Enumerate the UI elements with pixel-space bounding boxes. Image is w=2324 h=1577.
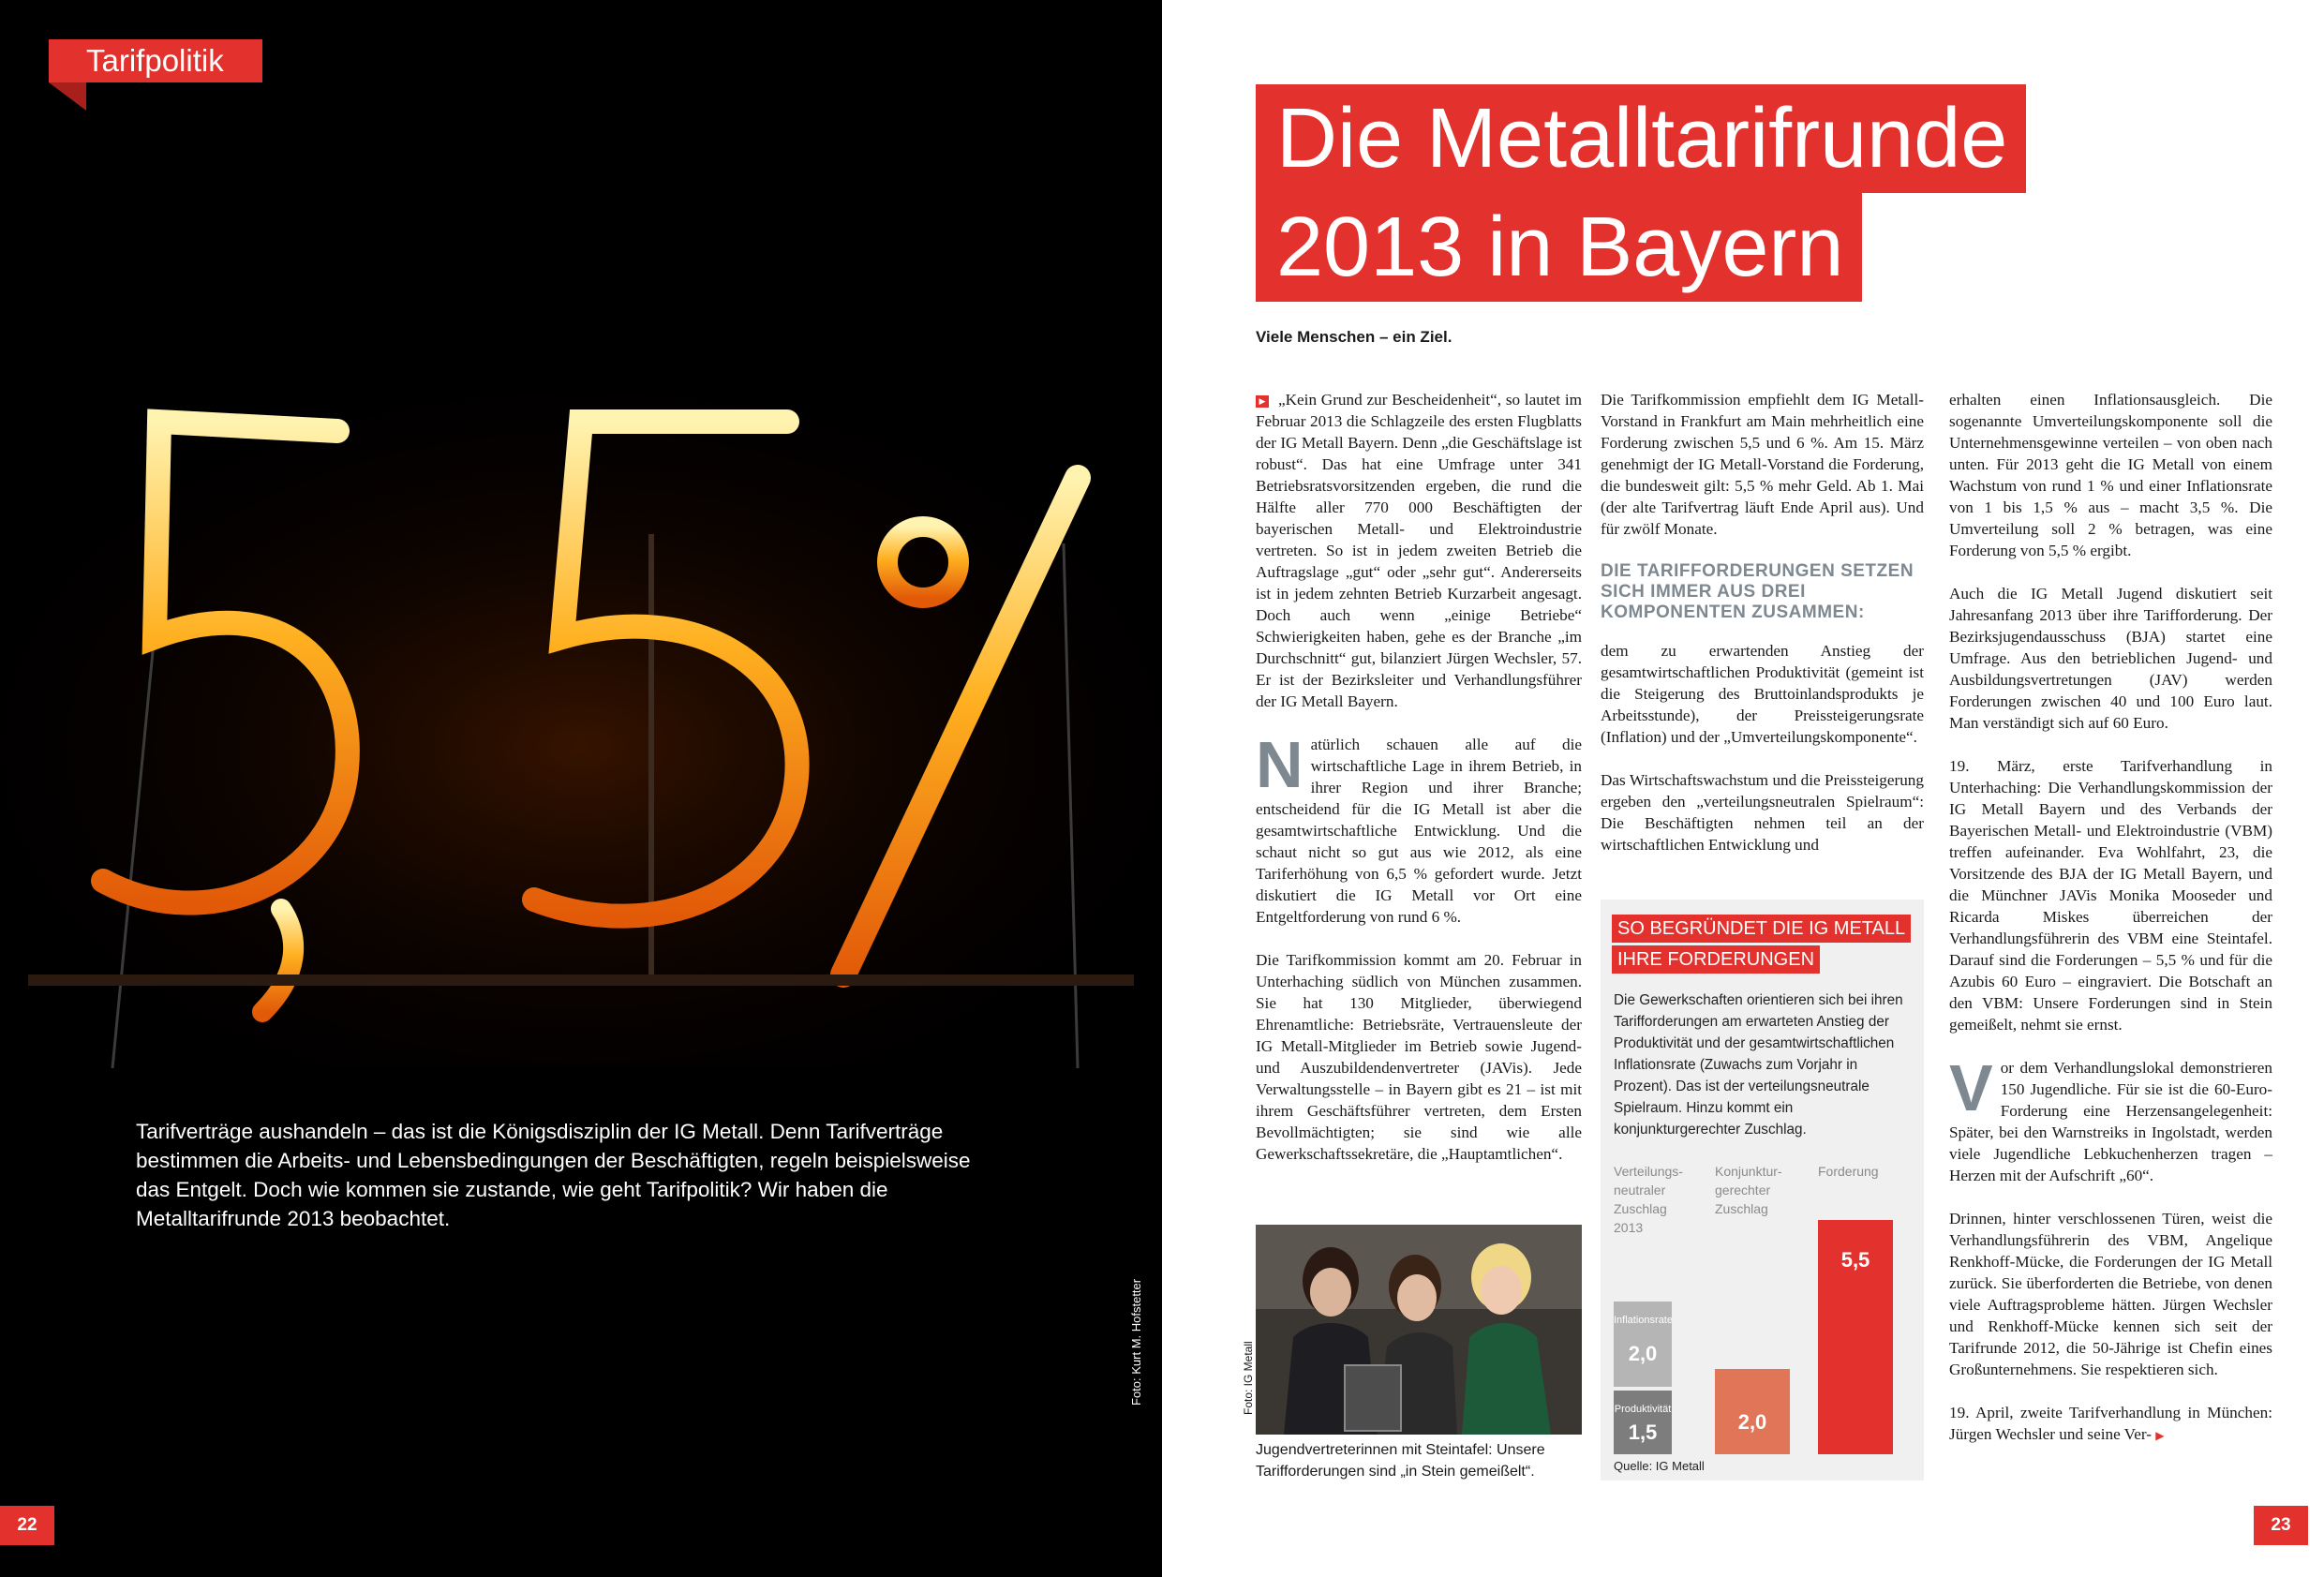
chart-segment-name: Inflationsrate [1614, 1314, 1673, 1326]
play-icon: ▶ [1256, 395, 1269, 408]
paragraph: Vor dem Verhandlungslokal demonstrieren 150 Jugendliche. Für sie ist die 60-Euro-Forderung eine Herzensangelegenheit: Später, bei den Warnstreiks in Ingolstadt, werden viele Jugendliche Lebkuchenherzen tragen – Herzen mit der Aufschrift „60“. [1949, 1051, 2272, 1184]
chart-category-label: Konjunktur- gerechter Zuschlag [1715, 1164, 1782, 1216]
subheading: DIE TARIFFORDERUNGEN SETZEN SICH IMMER AUS DREI KOMPONENTEN ZUSAMMEN: [1601, 561, 1914, 622]
chart-source: Quelle: IG Metall [1614, 1459, 1705, 1473]
chart-value-label: 2,0 [1628, 1342, 1658, 1366]
paragraph: Die Tarifkommission empfiehlt dem IG Metall-Vorstand in Frankfurt am Main mehrheitlich eine Forderung zwischen 5,5 und 6 %. Am 15. März genehmigt der IG Metall-Vorstand die Forderung, die bundesweit gilt: 5,5 % mehr Geld. Ab 1. Mai (der alte Tarifvertrag läuft Ende April aus). Und für zwölf Monate. [1601, 391, 1924, 538]
continue-arrow-icon: ▶ [2155, 1429, 2165, 1442]
chart-category-label: Verteilungs- neutraler Zuschlag 2013 [1614, 1164, 1683, 1235]
page-number-left: 22 [0, 1506, 54, 1545]
paragraph: erhalten einen Inflationsausgleich. Die sogenannte Umverteilungskomponente soll die Unternehmensgewinne verteilen – von oben nach unten. Für 2013 geht die IG Metall von einem Wachstum von rund 1 % und einer Inflationsrate von 1 bis 1,5 % aus – macht 3,5 %. Die Umverteilung soll 2 % betragen, was eine Forderung von 5,5 % ergibt. [1949, 391, 2272, 559]
paragraph: dem zu erwartenden Anstieg der gesamtwirtschaftlichen Produktivität (gemeint ist die Steigerung des Bruttoinlandsprodukts je Arbeitsstunde), der Preissteigerungsrate (Inflation) und der „Umverteilungskomponente“. [1601, 642, 1924, 746]
article-column-1 [1256, 389, 1582, 1186]
youth-reps-photo [1256, 1225, 1582, 1435]
section-tag-fold [49, 82, 86, 111]
paragraph: 19. April, zweite Tarifverhandlung in München: Jürgen Wechsler und seine Ver- ▶ [1949, 1404, 2272, 1443]
paragraph: Natürlich schauen alle auf die wirtschaftliche Lage in ihrem Betrieb, in ihrer Region und ihrer Branche; entscheidend für die IG Metall ist aber die gesamtwirtschaftliche Entwicklung. Und die schaut nicht so gut aus wie 2012, als eine Tariferhöhung von 6,5 % gefordert wurde. Jetzt diskutiert die IG Metall vor Ort eine Entgeltforderung von rund 6 %. [1256, 728, 1582, 926]
paragraph: ▶ „Kein Grund zur Bescheidenheit“, so lautet im Februar 2013 die Schlagzeile des ersten Flugblatts der IG Metall Bayern. Denn „die Geschäftslage ist robust“. Das hat eine Umfrage unter 341 Betriebsratsvorsitzenden ergeben, die rund die Hälfte aller 770 000 Beschäftigten der bayerischen Metall- und Elektroindustrie vertreten. So ist in jedem zweiten Betrieb die Auftragslage „gut“ oder „sehr gut“. Andererseits ist in jedem zehnten Betrieb Kurzarbeit angesagt. Doch auch wenn „einige Betriebe“ Schwierigkeiten haben, gehe es der Branche „im Durchschnitt“ gut, bilanziert Jürgen Wechsler, 57. Er ist der Bezirksleiter und Verhandlungsführer der IG Metall Bayern. [1256, 391, 1582, 710]
intro-caption: Tarifverträge aushandeln – das ist die Königsdisziplin der IG Metall. Denn Tarifverträge bestimmen die Arbeits- und Lebensbedingungen der Beschäftigten, regeln beispielsweise das Entgelt. Doch wie kommen sie zustande, wie geht Tarifpolitik? Wir haben die Metalltarifrunde 2013 beobachtet. [136, 1120, 971, 1230]
chart-value-label: 5,5 [1840, 1248, 1870, 1272]
info-box-text: Die Gewerkschaften orientieren sich bei ihren Tarifforderungen am erwarteten Anstieg der Produktivität und der gesamtwirtschaftlichen Inflationsrate (Zuwachs zum Vorjahr in Prozent). Das ist der verteilungsneutrale Spielraum. Hinzu kommt ein konjunkturgerechter Zuschlag. [1614, 992, 1903, 1138]
paragraph: 19. März, erste Tarifverhandlung in Unterhaching: Die Verhandlungskommission der IG Metall Bayern und des Verbands der Bayerischen Metall- und Elektroindustrie (VBM) treffen aufeinander. Eva Wohlfahrt, 23, die Vorsitzende des BJA der IG Metall Bayern, und die Münchner JAVis Monika Mooseder und Ricarda Miskes überreichen der Verhandlungsführerin des VBM eine Steintafel. Darauf sind die Forderungen – 5,5 % und für die Azubis 60 Euro – eingraviert. Die Botschaft an den VBM: Unsere Forderungen sind in Stein gemeißelt, nehmt sie ernst. [1949, 757, 2272, 1034]
page-number-right: 23 [2254, 1506, 2308, 1545]
paragraph: Das Wirtschaftswachstum und die Preissteigerung ergeben den „verteilungsneutralen Spielraum“: Die Beschäftigten nehmen teil an der wirtschaftlichen Entwicklung und [1601, 771, 1924, 854]
title-line-1: Die Metalltarifrunde [1256, 84, 2026, 193]
chart-value-label: 2,0 [1737, 1409, 1767, 1434]
section-tag: Tarifpolitik [49, 39, 262, 82]
article-column-2 [1601, 389, 1924, 877]
chart-category-label: Forderung [1818, 1164, 1879, 1179]
photo-credit: Foto: Kurt M. Hofstetter [1129, 1278, 1143, 1406]
chart-segment-name: Produktivität [1614, 1403, 1672, 1415]
dropcap: N [1256, 728, 1304, 801]
paragraph: Die Tarifkommission kommt am 20. Februar in Unterhaching südlich von München zusammen. Sie hat 130 Mitglieder, überwiegend Ehrenamtliche: Betriebsräte, Vertrauensleute der IG Metall-Mitglieder im Betrieb sowie Jugend- und Auszubildendenvertreter (JAVis). Jede Verwaltungsstelle – in Bayern gibt es 21 – ist mit ihrem Geschäftsführer vertreten, dem Ersten Bevollmächtigten; sie sind wie alle Gewerkschaftssekretäre, die „Hauptamtlichen“. [1256, 951, 1582, 1163]
paragraph: Drinnen, hinter verschlossenen Türen, weist die Verhandlungsführerin des VBM, Angelique Renkhoff-Mücke, die Forderungen der IG Metall zurück. Sie überforderten die Betriebe, von denen viele Auftragsprobleme hätten. Jürgen Wechsler und Renkhoff-Mücke kennen sich seit der Tarifrunde 2012, die 50-Jährige ist Chefin eines Großunternehmens. Sie respektieren sich. [1949, 1210, 2272, 1378]
chart-value-label: 1,5 [1628, 1420, 1658, 1444]
info-box-title: SO BEGRÜNDET DIE IG METALL IHRE FORDERUNGEN [1612, 915, 1911, 976]
small-photo-credit: Foto: IG Metall [1242, 1341, 1255, 1415]
right-page [1162, 0, 2324, 1577]
fire-numbers-photo [0, 356, 1162, 1068]
paragraph: Auch die IG Metall Jugend diskutiert seit Jahresanfang 2013 über ihre Tarifforderung. Der Bezirksjugendausschuss (BJA) startet eine Umfrage. Aus den betrieblichen Jugend- und Ausbildungsvertretungen (JAV) werden Forderungen zwischen 40 und 100 Euro laut. Man verständigt sich auf 60 Euro. [1949, 585, 2272, 732]
photo-caption: Jugendvertreterinnen mit Steintafel: Unsere Tarifforderungen sind „in Stein gemeißelt“. [1256, 1442, 1545, 1480]
title-line-2: 2013 in Bayern [1256, 193, 1862, 302]
dropcap: V [1949, 1051, 1993, 1124]
article-column-3 [1949, 389, 2272, 1468]
info-box [1601, 900, 1924, 1480]
subtitle: Viele Menschen – ein Ziel. [1256, 328, 1452, 346]
